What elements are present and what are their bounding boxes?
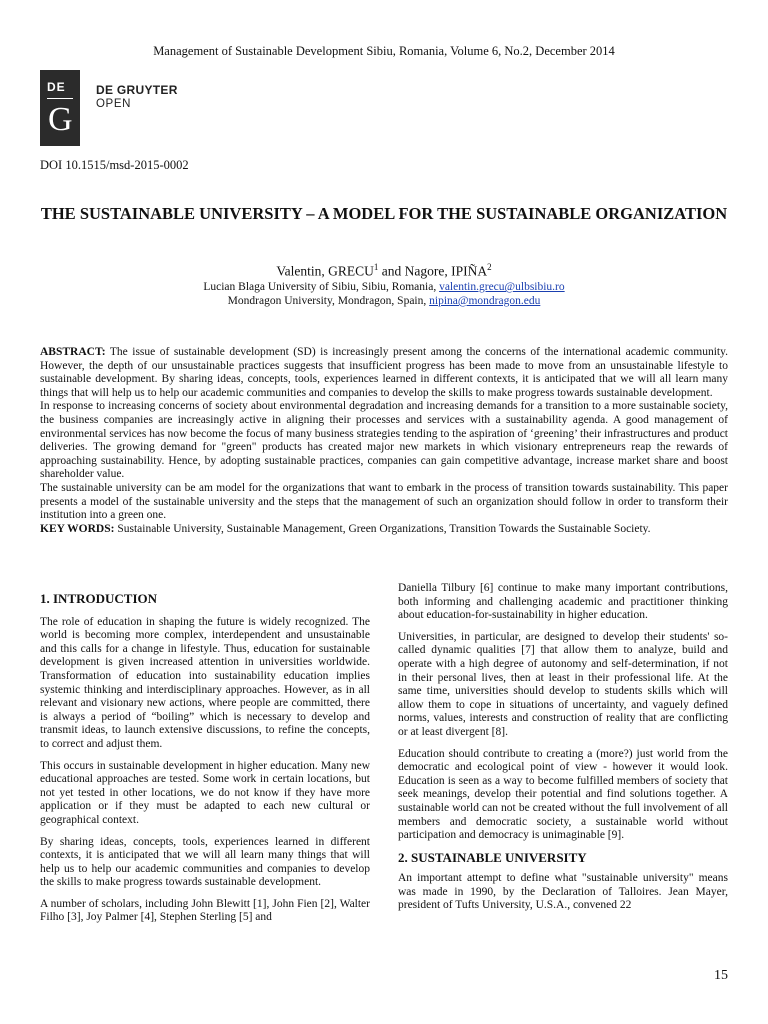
- logo-mark-bottom: G: [48, 101, 73, 138]
- logo-mark-top: DE: [47, 80, 66, 94]
- author-1: Valentin, GRECU: [276, 263, 374, 279]
- running-head: Management of Sustainable Development Sibiu, Romania, Volume 6, No.2, December 2014: [153, 44, 615, 58]
- publisher-logo: [40, 70, 186, 146]
- right-paragraph-2: Universities, in particular, are designed to develop their students' so-called dynamic qualities [7] that allow them to analyze, build and operate with a high degree of autonomy and self-determination, if not in their personal lives, then at least in their professional life. At the same time, universities should develop to students skills which will allow them to cope in situations of uncertainty, and vaguely defined norms, values, interests and construction of reality that are conflicting or at least divergent [8].: [398, 630, 728, 738]
- affiliation-1-text: Lucian Blaga University of Sibiu, Sibiu, Romania,: [203, 281, 440, 293]
- author-1-sup: 1: [373, 262, 379, 272]
- keywords-text: Sustainable University, Sustainable Management, Green Organizations, Transition Towards the Sustainable Society.: [114, 522, 651, 535]
- keywords: [40, 523, 728, 537]
- abstract-paragraph-2: In response to increasing concerns of society about environmental degradation and increasing demands for a transition to a more sustainable society, the business companies are increasingly active in aligning their processes and services with a sustainability agenda. A good management of environmental services has now become the focus of many business strategies tending to the aspiration of ‘greening’ their infrastructures and product deliveries. The growing demand for "green" products has created major new markets in which visionary entrepreneurs reap the rewards of approaching sustainability. Hence, by adopting sustainable practices, companies can gain competitive advantage, increase market share and boost shareholder value.: [40, 400, 728, 481]
- affiliation-1: [40, 280, 728, 294]
- right-column: [398, 582, 728, 921]
- right-paragraph-4: An important attempt to define what "sustainable university" means was made in 1990, by the Declaration of Talloires. Jean Mayer, president of Tufts University, U.S.A., convened 22: [398, 872, 728, 912]
- affiliation-2-text: Mondragon University, Mondragon, Spain,: [227, 295, 430, 307]
- logo-mark-rule: [47, 98, 73, 99]
- abstract-text-1: The issue of sustainable development (SD) is increasingly present among the concerns of the international academic community. However, the depth of our unsustainable practices suggests that insufficient progress has been made to move from an unsustainable lifestyle to sustainable development. By sharing ideas, concepts, tools, experiences learned in different contexts, it is anticipated that we will all learn many things that will help us to help our academic communities and companies to develop the skills to make progress towards sustainable development.: [40, 346, 728, 399]
- abstract: [40, 346, 728, 536]
- affiliation-1-email-link[interactable]: valentin.grecu@ulbsibiu.ro: [439, 281, 565, 293]
- de-gruyter-logo-mark: [40, 70, 80, 146]
- keywords-label: KEY WORDS:: [40, 522, 115, 535]
- abstract-label: ABSTRACT:: [40, 346, 106, 358]
- right-paragraph-3: Education should contribute to creating a (more?) just world from the democratic and ecological point of view - however it would look. Education is seen as a way to become fulfilled members of society that seek meanings, develop their potential and find solutions together. A sustainable world can not be created without the full involvement of all members and democratic society, a sustainable world without participation and democracy is unimaginable [9].: [398, 747, 728, 842]
- doi: DOI 10.1515/msd-2015-0002: [40, 158, 189, 172]
- abstract-paragraph-3: The sustainable university can be am model for the organizations that want to embark in the process of transition towards sustainability. This paper presents a model of the sustainable university and the steps that the management of such an organization should follow in order to transform their institution into a green one.: [40, 481, 728, 522]
- left-paragraph-1: The role of education in shaping the future is widely recognized. The world is becoming more complex, interdependent and unsustainable and this calls for a change in lifestyle. Thus, education for sustainable development is given increased attention in universities worldwide. Transformation of education into sustainability education implies systemic thinking and interdisciplinary approaches. However, as in all relevant and visionary new actions, where people are committed, there is always a period of “boiling” which is necessary to develop and transmit ideas, to launch extensive discussions, to refine the concepts, to correct and adjust them.: [40, 615, 370, 750]
- logo-wordmark: [96, 83, 178, 111]
- abstract-paragraph-1: [40, 346, 728, 400]
- section-heading-sustainable-university: 2. SUSTAINABLE UNIVERSITY: [398, 849, 587, 865]
- authors-and: and: [378, 263, 405, 279]
- right-paragraph-1: Daniella Tilbury [6] continue to make many important contributions, both informing and challenging academic and practitioner thinking about education-for-sustainability in higher education.: [398, 582, 728, 622]
- left-paragraph-4: A number of scholars, including John Blewitt [1], John Fien [2], Walter Filho [3], Joy Palmer [4], Stephen Sterling [5] and: [40, 897, 370, 924]
- section-heading-introduction: 1. INTRODUCTION: [40, 591, 158, 606]
- paper-title: THE SUSTAINABLE UNIVERSITY – A MODEL FOR THE SUSTAINABLE ORGANIZATION: [40, 204, 728, 223]
- left-paragraph-3: By sharing ideas, concepts, tools, experiences learned in different contexts, it is anticipated that we will all learn many things that will help us to help our academic communities and companies to develop the skills to make progress towards sustainable development.: [40, 835, 370, 889]
- left-paragraph-2: This occurs in sustainable development in higher education. Many new educational approaches are tested. Some work in certain locations, but not yet tested in other locations, we do not know if they have more application or if they must be adapted to each new cultural or geographical context.: [40, 759, 370, 826]
- logo-line2: OPEN: [96, 98, 131, 110]
- affiliation-2: [40, 294, 728, 308]
- page-number: 15: [714, 968, 728, 983]
- affiliation-2-email-link[interactable]: nipina@mondragon.edu: [429, 295, 541, 307]
- left-column: [40, 582, 370, 933]
- authors: [40, 262, 728, 280]
- author-2-sup: 2: [487, 262, 492, 272]
- logo-line1: DE GRUYTER: [96, 83, 178, 97]
- author-2: Nagore, IPIÑA: [404, 263, 488, 279]
